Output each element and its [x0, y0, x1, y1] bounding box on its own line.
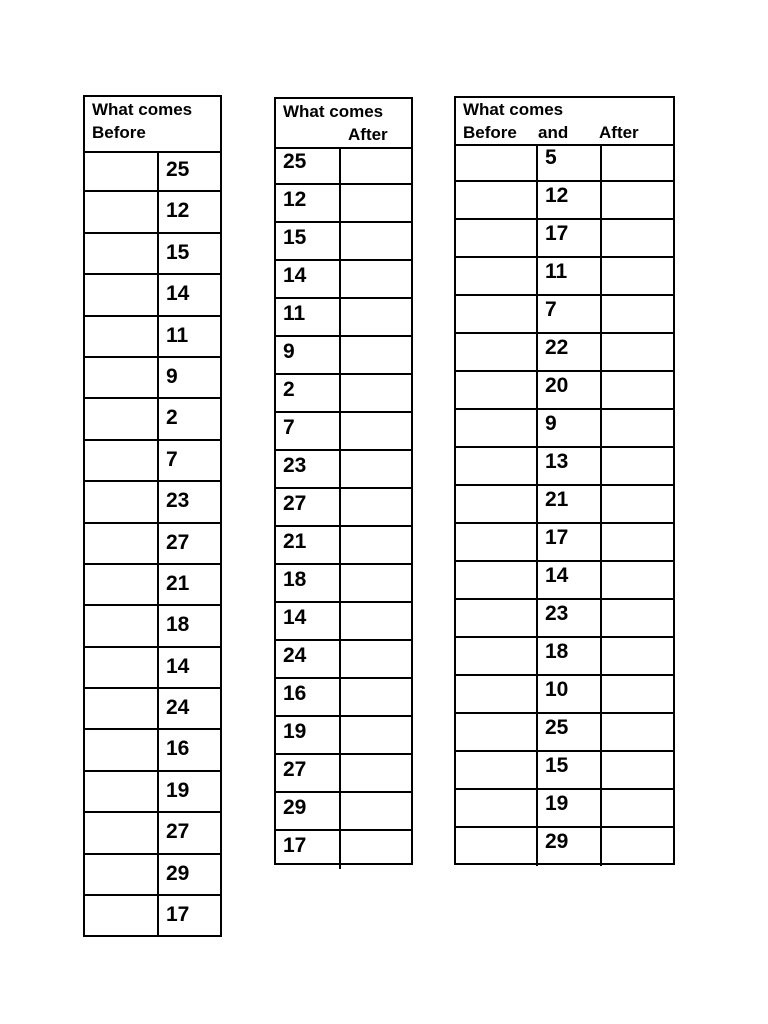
given-number: 18	[166, 613, 190, 637]
number-cell	[159, 192, 220, 231]
given-number: 23	[545, 602, 569, 625]
given-number: 16	[166, 737, 190, 761]
number-cell	[538, 372, 602, 408]
table-row	[276, 413, 411, 451]
answer-before-cell[interactable]	[456, 296, 538, 332]
number-cell	[276, 793, 341, 829]
table-row	[276, 793, 411, 831]
given-number: 21	[545, 488, 569, 511]
table-row	[276, 337, 411, 375]
answer-after-cell[interactable]	[602, 448, 673, 484]
answer-after-cell[interactable]	[602, 220, 673, 256]
number-cell	[538, 448, 602, 484]
number-cell	[159, 896, 220, 937]
answer-before-cell[interactable]	[85, 482, 159, 521]
answer-after-cell[interactable]	[602, 752, 673, 788]
before-after-header-line1: What comes	[463, 100, 564, 119]
number-cell	[159, 689, 220, 728]
table-row	[276, 451, 411, 489]
table-row	[276, 147, 411, 185]
answer-after-cell[interactable]	[341, 375, 411, 411]
number-cell	[538, 790, 602, 826]
given-number: 13	[545, 450, 569, 473]
table-row	[456, 676, 673, 714]
given-number: 15	[166, 240, 190, 264]
answer-after-cell[interactable]	[602, 144, 673, 180]
table-row	[85, 896, 220, 937]
number-cell	[276, 527, 341, 563]
number-cell	[159, 648, 220, 687]
before-after-table-rows	[456, 144, 673, 863]
answer-after-cell[interactable]	[602, 714, 673, 750]
table-row	[276, 527, 411, 565]
table-row	[276, 223, 411, 261]
table-row	[85, 192, 220, 233]
answer-before-cell[interactable]	[456, 638, 538, 674]
number-cell	[159, 565, 220, 604]
number-cell	[276, 831, 341, 869]
answer-before-cell[interactable]	[456, 600, 538, 636]
table-row	[276, 261, 411, 299]
number-cell	[276, 565, 341, 601]
number-cell	[538, 486, 602, 522]
answer-before-cell[interactable]	[456, 372, 538, 408]
given-number: 16	[283, 682, 307, 705]
number-cell	[276, 299, 341, 335]
answer-before-cell[interactable]	[456, 220, 538, 256]
number-cell	[538, 638, 602, 674]
given-number: 19	[283, 720, 307, 743]
given-number: 12	[283, 188, 307, 211]
number-cell	[276, 185, 341, 221]
table-row	[276, 679, 411, 717]
after-header-line1: What comes	[283, 102, 384, 121]
answer-after-cell[interactable]	[341, 641, 411, 677]
number-cell	[276, 679, 341, 715]
answer-after-cell[interactable]	[602, 828, 673, 866]
table-row	[276, 603, 411, 641]
answer-after-cell[interactable]	[341, 337, 411, 373]
number-cell	[538, 182, 602, 218]
table-row	[276, 641, 411, 679]
after-table	[274, 97, 413, 865]
answer-before-cell[interactable]	[456, 486, 538, 522]
given-number: 25	[545, 716, 569, 739]
answer-after-cell[interactable]	[341, 527, 411, 563]
given-number: 14	[283, 264, 307, 287]
answer-before-cell[interactable]	[456, 828, 538, 866]
number-cell	[538, 752, 602, 788]
number-cell	[159, 730, 220, 769]
given-number: 14	[283, 606, 307, 629]
given-number: 9	[545, 412, 557, 435]
table-row	[456, 144, 673, 182]
answer-before-cell[interactable]	[456, 752, 538, 788]
before-after-table	[454, 96, 675, 865]
number-cell	[159, 358, 220, 397]
answer-after-cell[interactable]	[602, 600, 673, 636]
before-after-header-after: After	[599, 123, 639, 142]
answer-after-cell[interactable]	[602, 790, 673, 826]
table-row	[276, 489, 411, 527]
given-number: 17	[166, 903, 190, 927]
table-row	[456, 638, 673, 676]
answer-after-cell[interactable]	[341, 299, 411, 335]
given-number: 11	[283, 302, 306, 325]
table-row	[456, 828, 673, 866]
answer-before-cell[interactable]	[85, 730, 159, 769]
answer-before-cell[interactable]	[85, 441, 159, 480]
answer-before-cell[interactable]	[85, 772, 159, 811]
table-row	[456, 220, 673, 258]
table-row	[456, 714, 673, 752]
given-number: 25	[166, 158, 190, 181]
before-table-rows	[85, 151, 220, 935]
given-number: 19	[166, 778, 190, 802]
before-after-header-and: and	[538, 123, 569, 142]
answer-before-cell[interactable]	[85, 896, 159, 937]
given-number: 17	[283, 834, 307, 857]
table-row	[456, 258, 673, 296]
after-table-rows	[276, 147, 411, 863]
answer-before-cell[interactable]	[456, 676, 538, 712]
table-row	[276, 565, 411, 603]
table-row	[456, 410, 673, 448]
table-row	[456, 182, 673, 220]
table-row	[456, 448, 673, 486]
answer-before-cell[interactable]	[456, 562, 538, 598]
answer-before-cell[interactable]	[85, 399, 159, 438]
number-cell	[276, 717, 341, 753]
number-cell	[538, 828, 602, 866]
number-cell	[538, 144, 602, 180]
table-row	[85, 565, 220, 606]
answer-before-cell[interactable]	[456, 258, 538, 294]
number-cell	[159, 275, 220, 314]
given-number: 12	[545, 184, 569, 207]
given-number: 7	[166, 447, 178, 471]
answer-after-cell[interactable]	[341, 489, 411, 525]
number-cell	[538, 562, 602, 598]
answer-after-cell[interactable]	[341, 147, 411, 183]
answer-before-cell[interactable]	[456, 524, 538, 560]
given-number: 25	[283, 150, 307, 173]
number-cell	[276, 375, 341, 411]
answer-before-cell[interactable]	[85, 317, 159, 356]
given-number: 9	[166, 364, 178, 388]
given-number: 21	[166, 571, 190, 595]
table-row	[456, 600, 673, 638]
table-row	[85, 606, 220, 647]
given-number: 29	[283, 796, 307, 819]
given-number: 18	[545, 640, 569, 663]
table-row	[85, 317, 220, 358]
answer-after-cell[interactable]	[602, 676, 673, 712]
number-cell	[276, 413, 341, 449]
number-cell	[276, 147, 341, 183]
given-number: 19	[545, 792, 569, 815]
number-cell	[159, 234, 220, 273]
answer-after-cell[interactable]	[341, 413, 411, 449]
given-number: 7	[545, 298, 557, 321]
number-cell	[159, 813, 220, 852]
table-row	[85, 689, 220, 730]
answer-after-cell[interactable]	[341, 603, 411, 639]
given-number: 24	[283, 644, 307, 667]
answer-before-cell[interactable]	[85, 234, 159, 273]
answer-after-cell[interactable]	[341, 451, 411, 487]
answer-before-cell[interactable]	[85, 606, 159, 645]
table-row	[456, 372, 673, 410]
answer-before-cell[interactable]	[456, 790, 538, 826]
number-cell	[276, 451, 341, 487]
number-cell	[159, 855, 220, 894]
number-cell	[159, 317, 220, 356]
given-number: 11	[545, 260, 568, 283]
number-cell	[538, 676, 602, 712]
given-number: 23	[283, 454, 307, 477]
answer-after-cell[interactable]	[602, 638, 673, 674]
table-row	[276, 375, 411, 413]
given-number: 27	[283, 492, 307, 515]
answer-after-cell[interactable]	[602, 182, 673, 218]
answer-after-cell[interactable]	[602, 296, 673, 332]
table-row	[85, 813, 220, 854]
table-row	[456, 562, 673, 600]
given-number: 12	[166, 199, 190, 223]
table-row	[85, 275, 220, 316]
answer-before-cell[interactable]	[85, 565, 159, 604]
number-cell	[538, 714, 602, 750]
after-header-line2: After	[348, 125, 388, 144]
number-cell	[159, 606, 220, 645]
answer-after-cell[interactable]	[602, 410, 673, 446]
answer-before-cell[interactable]	[85, 358, 159, 397]
given-number: 14	[166, 654, 190, 678]
table-row	[276, 831, 411, 869]
answer-before-cell[interactable]	[85, 151, 159, 190]
table-row	[85, 730, 220, 771]
number-cell	[276, 337, 341, 373]
table-row	[85, 648, 220, 689]
answer-after-cell[interactable]	[341, 679, 411, 715]
table-row	[276, 299, 411, 337]
given-number: 14	[545, 564, 569, 587]
number-cell	[159, 772, 220, 811]
number-cell	[159, 482, 220, 521]
given-number: 27	[166, 530, 190, 554]
before-header-line1: What comes	[92, 100, 193, 119]
given-number: 14	[166, 282, 190, 306]
answer-after-cell[interactable]	[602, 258, 673, 294]
table-row	[456, 296, 673, 334]
answer-after-cell[interactable]	[602, 334, 673, 370]
given-number: 15	[545, 754, 569, 777]
table-row	[276, 755, 411, 793]
number-cell	[276, 489, 341, 525]
number-cell	[538, 600, 602, 636]
given-number: 27	[166, 820, 190, 844]
given-number: 27	[283, 758, 307, 781]
given-number: 10	[545, 678, 569, 701]
number-cell	[276, 261, 341, 297]
table-row	[456, 486, 673, 524]
number-cell	[538, 524, 602, 560]
given-number: 2	[166, 406, 178, 430]
number-cell	[276, 223, 341, 259]
number-cell	[159, 441, 220, 480]
before-after-table-header	[456, 98, 673, 146]
table-row	[85, 358, 220, 399]
number-cell	[159, 399, 220, 438]
answer-after-cell[interactable]	[341, 565, 411, 601]
given-number: 29	[166, 861, 190, 885]
before-after-header-before: Before	[463, 123, 517, 142]
given-number: 24	[166, 696, 190, 720]
answer-after-cell[interactable]	[341, 223, 411, 259]
answer-after-cell[interactable]	[602, 372, 673, 408]
answer-before-cell[interactable]	[85, 275, 159, 314]
number-cell	[276, 641, 341, 677]
table-row	[85, 441, 220, 482]
given-number: 15	[283, 226, 307, 249]
table-row	[276, 717, 411, 755]
table-row	[85, 772, 220, 813]
table-row	[85, 399, 220, 440]
given-number: 9	[283, 340, 295, 363]
answer-after-cell[interactable]	[341, 185, 411, 221]
table-row	[85, 855, 220, 896]
answer-before-cell[interactable]	[456, 714, 538, 750]
answer-before-cell[interactable]	[85, 813, 159, 852]
answer-before-cell[interactable]	[456, 144, 538, 180]
answer-after-cell[interactable]	[602, 524, 673, 560]
number-cell	[276, 603, 341, 639]
answer-before-cell[interactable]	[85, 524, 159, 563]
number-cell	[159, 524, 220, 563]
answer-before-cell[interactable]	[456, 182, 538, 218]
table-row	[85, 482, 220, 523]
answer-after-cell[interactable]	[341, 793, 411, 829]
number-cell	[538, 410, 602, 446]
table-row	[85, 234, 220, 275]
before-header-line2: Before	[92, 123, 146, 142]
number-cell	[538, 334, 602, 370]
given-number: 23	[166, 489, 190, 513]
answer-before-cell[interactable]	[85, 855, 159, 894]
given-number: 17	[545, 526, 569, 549]
number-cell	[538, 220, 602, 256]
number-cell	[538, 258, 602, 294]
answer-before-cell[interactable]	[85, 192, 159, 231]
given-number: 29	[545, 830, 569, 853]
table-row	[276, 185, 411, 223]
given-number: 2	[283, 378, 295, 401]
given-number: 11	[166, 323, 189, 347]
number-cell	[538, 296, 602, 332]
table-row	[85, 524, 220, 565]
given-number: 21	[283, 530, 307, 553]
table-row	[456, 790, 673, 828]
table-row	[456, 334, 673, 372]
answer-after-cell[interactable]	[341, 831, 411, 869]
answer-before-cell[interactable]	[85, 648, 159, 687]
answer-after-cell[interactable]	[602, 562, 673, 598]
given-number: 7	[283, 416, 295, 439]
before-table-header	[85, 97, 220, 153]
answer-before-cell[interactable]	[85, 689, 159, 728]
given-number: 5	[545, 146, 557, 169]
number-cell	[159, 151, 220, 190]
after-table-header	[276, 99, 411, 149]
before-table	[83, 95, 222, 937]
given-number: 20	[545, 374, 569, 397]
answer-before-cell[interactable]	[456, 448, 538, 484]
answer-before-cell[interactable]	[456, 410, 538, 446]
number-cell	[276, 755, 341, 791]
answer-after-cell[interactable]	[341, 755, 411, 791]
answer-after-cell[interactable]	[341, 261, 411, 297]
table-row	[456, 752, 673, 790]
table-row	[85, 151, 220, 192]
answer-after-cell[interactable]	[341, 717, 411, 753]
given-number: 18	[283, 568, 307, 591]
table-row	[456, 524, 673, 562]
given-number: 17	[545, 222, 569, 245]
given-number: 22	[545, 336, 569, 359]
answer-after-cell[interactable]	[602, 486, 673, 522]
answer-before-cell[interactable]	[456, 334, 538, 370]
